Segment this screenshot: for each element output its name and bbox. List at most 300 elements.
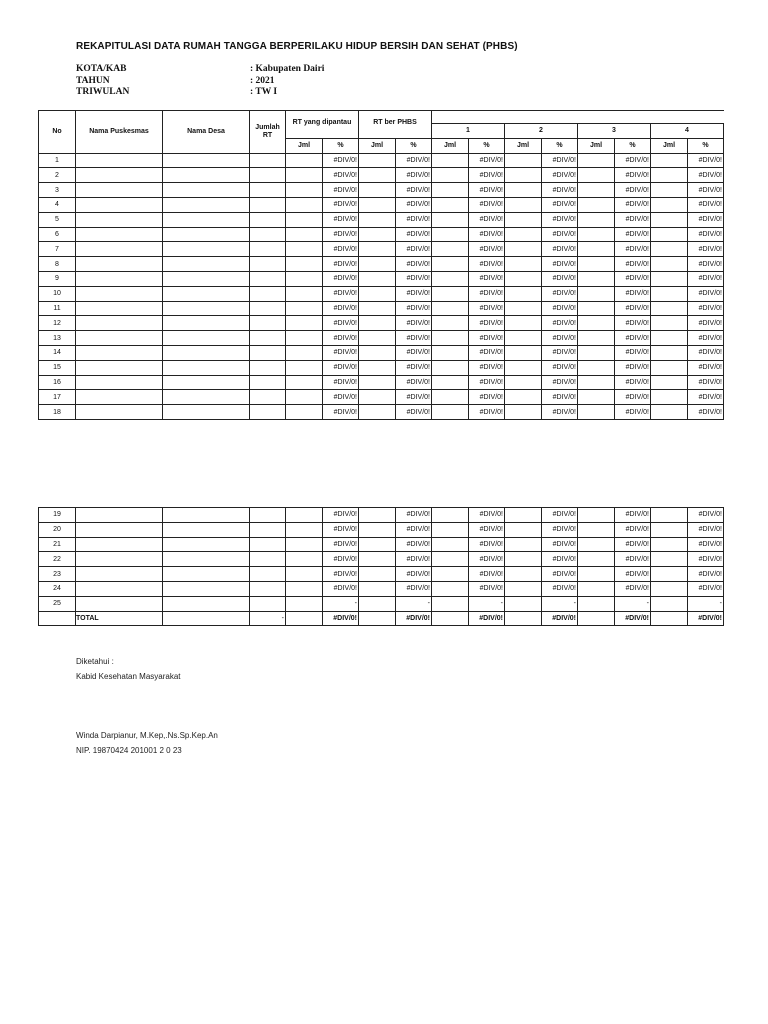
cell-percent-error: #DIV/0! [688, 212, 724, 227]
cell-puskesmas [76, 257, 163, 272]
cell-percent-error: #DIV/0! [323, 227, 359, 242]
meta-value: : Kabupaten Dairi [250, 64, 325, 74]
cell-jml [359, 552, 396, 567]
cell-jml [651, 257, 688, 272]
cell-percent-error: #DIV/0! [469, 286, 505, 301]
cell-jumlah-rt [250, 212, 286, 227]
cell-percent-error: #DIV/0! [615, 242, 651, 257]
cell-percent-error: #DIV/0! [323, 360, 359, 375]
cell-percent-error: #DIV/0! [615, 197, 651, 212]
cell-percent-dash: - [542, 596, 578, 611]
cell-percent-error: #DIV/0! [396, 567, 432, 582]
cell-percent-error: #DIV/0! [615, 508, 651, 523]
cell-desa [163, 405, 250, 420]
cell-puskesmas [76, 168, 163, 183]
cell-jml [505, 331, 542, 346]
cell-percent-error: #DIV/0! [542, 331, 578, 346]
table-row [39, 508, 724, 523]
cell-percent-error: #DIV/0! [469, 581, 505, 596]
header-sub-pct: % [688, 138, 724, 153]
header-sub-jml: Jml [286, 138, 323, 153]
total-jml [505, 611, 542, 626]
cell-percent-error: #DIV/0! [688, 567, 724, 582]
cell-percent-error: #DIV/0! [542, 153, 578, 168]
cell-desa [163, 212, 250, 227]
cell-jml [505, 522, 542, 537]
cell-percent-error: #DIV/0! [615, 316, 651, 331]
cell-jml [578, 197, 615, 212]
cell-jml [578, 183, 615, 198]
cell-jml [286, 537, 323, 552]
cell-percent-error: #DIV/0! [688, 227, 724, 242]
cell-percent-dash: - [323, 596, 359, 611]
report-title: REKAPITULASI DATA RUMAH TANGGA BERPERILAKU HIDUP BERSIH DAN SEHAT (PHBS) [76, 41, 518, 52]
cell-jml [651, 552, 688, 567]
cell-jml [505, 375, 542, 390]
cell-percent-error: #DIV/0! [542, 552, 578, 567]
cell-puskesmas [76, 537, 163, 552]
cell-jml [359, 390, 396, 405]
cell-percent-error: #DIV/0! [323, 183, 359, 198]
cell-percent-error: #DIV/0! [615, 390, 651, 405]
cell-percent-error: #DIV/0! [396, 331, 432, 346]
cell-jml [505, 286, 542, 301]
total-percent-error: #DIV/0! [688, 611, 724, 626]
header-desa: Nama Desa [163, 111, 250, 154]
cell-jml [286, 197, 323, 212]
cell-percent-error: #DIV/0! [688, 153, 724, 168]
table-row [39, 153, 724, 168]
cell-jml [505, 257, 542, 272]
cell-jml [505, 153, 542, 168]
cell-percent-error: #DIV/0! [469, 405, 505, 420]
cell-jml [359, 331, 396, 346]
cell-jml [432, 596, 469, 611]
table-row [39, 168, 724, 183]
cell-percent-error: #DIV/0! [542, 183, 578, 198]
cell-percent-error: #DIV/0! [615, 375, 651, 390]
cell-percent-error: #DIV/0! [323, 271, 359, 286]
table-row [39, 316, 724, 331]
row-number: 22 [39, 552, 76, 567]
cell-desa [163, 360, 250, 375]
cell-jml [286, 390, 323, 405]
cell-puskesmas [76, 316, 163, 331]
cell-percent-error: #DIV/0! [469, 360, 505, 375]
cell-percent-error: #DIV/0! [615, 537, 651, 552]
cell-jml [505, 212, 542, 227]
cell-jml [286, 183, 323, 198]
cell-percent-error: #DIV/0! [323, 567, 359, 582]
cell-jml [432, 183, 469, 198]
total-row [39, 611, 724, 626]
cell-jml [286, 596, 323, 611]
cell-jml [286, 257, 323, 272]
cell-percent-error: #DIV/0! [469, 168, 505, 183]
cell-percent-error: #DIV/0! [323, 405, 359, 420]
cell-desa [163, 537, 250, 552]
cell-percent-error: #DIV/0! [469, 212, 505, 227]
cell-jml [359, 508, 396, 523]
header-group-4: 4 [651, 124, 724, 139]
cell-jml [359, 168, 396, 183]
cell-percent-error: #DIV/0! [323, 375, 359, 390]
cell-jml [286, 212, 323, 227]
cell-percent-error: #DIV/0! [615, 567, 651, 582]
cell-jml [578, 552, 615, 567]
cell-percent-error: #DIV/0! [688, 522, 724, 537]
cell-puskesmas [76, 552, 163, 567]
cell-percent-error: #DIV/0! [615, 183, 651, 198]
cell-jumlah-rt [250, 345, 286, 360]
cell-jumlah-rt [250, 581, 286, 596]
cell-jml [432, 331, 469, 346]
cell-jml [286, 552, 323, 567]
cell-jml [286, 242, 323, 257]
cell-jml [359, 596, 396, 611]
cell-jml [505, 242, 542, 257]
cell-jml [578, 316, 615, 331]
header-group-3: 3 [578, 124, 651, 139]
cell-jumlah-rt [250, 552, 286, 567]
table-row [39, 375, 724, 390]
cell-jml [359, 360, 396, 375]
cell-percent-error: #DIV/0! [469, 537, 505, 552]
cell-jml [578, 596, 615, 611]
cell-puskesmas [76, 508, 163, 523]
cell-jml [578, 537, 615, 552]
cell-jml [651, 286, 688, 301]
cell-jml [432, 405, 469, 420]
cell-jml [432, 581, 469, 596]
cell-desa [163, 301, 250, 316]
cell-percent-error: #DIV/0! [396, 345, 432, 360]
header-group-2: 2 [505, 124, 578, 139]
cell-percent-error: #DIV/0! [688, 345, 724, 360]
cell-puskesmas [76, 153, 163, 168]
cell-jml [505, 552, 542, 567]
cell-jml [578, 153, 615, 168]
cell-percent-error: #DIV/0! [469, 522, 505, 537]
cell-jumlah-rt [250, 286, 286, 301]
cell-percent-error: #DIV/0! [396, 581, 432, 596]
footer-jabatan: Kabid Kesehatan Masyarakat [76, 672, 181, 681]
cell-puskesmas [76, 375, 163, 390]
cell-puskesmas [76, 596, 163, 611]
cell-jml [578, 567, 615, 582]
cell-percent-error: #DIV/0! [688, 552, 724, 567]
cell-percent-error: #DIV/0! [542, 567, 578, 582]
table-row [39, 405, 724, 420]
cell-desa [163, 316, 250, 331]
cell-percent-error: #DIV/0! [542, 375, 578, 390]
cell-jml [578, 168, 615, 183]
cell-puskesmas [76, 197, 163, 212]
cell-percent-error: #DIV/0! [396, 271, 432, 286]
cell-percent-error: #DIV/0! [615, 153, 651, 168]
cell-jml [505, 183, 542, 198]
cell-percent-error: #DIV/0! [396, 552, 432, 567]
total-label: TOTAL [76, 611, 163, 626]
cell-jml [359, 257, 396, 272]
total-no [39, 611, 76, 626]
cell-percent-error: #DIV/0! [688, 257, 724, 272]
row-number: 9 [39, 271, 76, 286]
cell-puskesmas [76, 242, 163, 257]
total-jml [432, 611, 469, 626]
cell-percent-error: #DIV/0! [542, 197, 578, 212]
table-row [39, 522, 724, 537]
cell-jml [359, 227, 396, 242]
row-number: 17 [39, 390, 76, 405]
cell-jml [505, 271, 542, 286]
cell-percent-error: #DIV/0! [542, 257, 578, 272]
cell-jml [505, 301, 542, 316]
row-number: 21 [39, 537, 76, 552]
cell-percent-error: #DIV/0! [323, 331, 359, 346]
cell-jml [286, 375, 323, 390]
row-number: 16 [39, 375, 76, 390]
cell-jml [651, 153, 688, 168]
cell-percent-error: #DIV/0! [615, 286, 651, 301]
cell-jml [651, 522, 688, 537]
cell-jml [432, 212, 469, 227]
total-jml [286, 611, 323, 626]
header-sub-pct: % [323, 138, 359, 153]
meta-label: KOTA/KAB [76, 64, 127, 74]
cell-jml [286, 522, 323, 537]
cell-puskesmas [76, 301, 163, 316]
cell-jml [651, 537, 688, 552]
cell-percent-error: #DIV/0! [615, 360, 651, 375]
cell-jml [432, 153, 469, 168]
cell-desa [163, 153, 250, 168]
cell-jumlah-rt [250, 375, 286, 390]
total-jml [651, 611, 688, 626]
table-row [39, 197, 724, 212]
row-number: 4 [39, 197, 76, 212]
cell-jml [505, 360, 542, 375]
cell-percent-error: #DIV/0! [396, 183, 432, 198]
table-row [39, 596, 724, 611]
cell-percent-error: #DIV/0! [396, 508, 432, 523]
cell-jml [286, 405, 323, 420]
cell-jml [505, 227, 542, 242]
total-percent-error: #DIV/0! [396, 611, 432, 626]
cell-percent-dash: - [615, 596, 651, 611]
cell-jumlah-rt [250, 567, 286, 582]
cell-percent-error: #DIV/0! [323, 316, 359, 331]
cell-jml [578, 522, 615, 537]
cell-jml [286, 286, 323, 301]
cell-jml [578, 581, 615, 596]
row-number: 1 [39, 153, 76, 168]
cell-percent-error: #DIV/0! [542, 271, 578, 286]
cell-desa [163, 331, 250, 346]
cell-jml [651, 316, 688, 331]
cell-jml [651, 360, 688, 375]
cell-percent-dash: - [688, 596, 724, 611]
cell-jml [651, 596, 688, 611]
cell-jumlah-rt [250, 331, 286, 346]
row-number: 20 [39, 522, 76, 537]
cell-percent-error: #DIV/0! [323, 301, 359, 316]
cell-jml [651, 197, 688, 212]
header-sub-jml: Jml [651, 138, 688, 153]
row-number: 12 [39, 316, 76, 331]
cell-jml [286, 271, 323, 286]
cell-percent-error: #DIV/0! [615, 331, 651, 346]
cell-desa [163, 345, 250, 360]
cell-jml [432, 552, 469, 567]
cell-puskesmas [76, 286, 163, 301]
cell-puskesmas [76, 581, 163, 596]
cell-puskesmas [76, 567, 163, 582]
cell-jml [432, 390, 469, 405]
cell-percent-error: #DIV/0! [396, 257, 432, 272]
cell-desa [163, 596, 250, 611]
cell-percent-error: #DIV/0! [469, 567, 505, 582]
cell-percent-error: #DIV/0! [542, 581, 578, 596]
cell-percent-error: #DIV/0! [396, 301, 432, 316]
cell-jml [432, 316, 469, 331]
cell-percent-error: #DIV/0! [396, 197, 432, 212]
row-number: 19 [39, 508, 76, 523]
cell-percent-error: #DIV/0! [323, 552, 359, 567]
cell-percent-error: #DIV/0! [688, 183, 724, 198]
cell-jml [578, 257, 615, 272]
cell-jml [432, 522, 469, 537]
cell-percent-error: #DIV/0! [469, 257, 505, 272]
cell-jml [286, 508, 323, 523]
cell-jml [651, 581, 688, 596]
cell-desa [163, 286, 250, 301]
row-number: 14 [39, 345, 76, 360]
cell-jml [578, 375, 615, 390]
cell-percent-error: #DIV/0! [396, 375, 432, 390]
cell-jml [505, 537, 542, 552]
cell-jumlah-rt [250, 242, 286, 257]
table-row [39, 227, 724, 242]
total-percent-error: #DIV/0! [542, 611, 578, 626]
row-number: 5 [39, 212, 76, 227]
cell-percent-error: #DIV/0! [542, 242, 578, 257]
cell-jml [432, 168, 469, 183]
cell-percent-error: #DIV/0! [469, 271, 505, 286]
cell-percent-error: #DIV/0! [323, 508, 359, 523]
cell-percent-error: #DIV/0! [323, 522, 359, 537]
cell-percent-error: #DIV/0! [688, 286, 724, 301]
cell-jml [286, 301, 323, 316]
table-row [39, 301, 724, 316]
cell-desa [163, 183, 250, 198]
row-number: 11 [39, 301, 76, 316]
cell-percent-error: #DIV/0! [396, 153, 432, 168]
cell-percent-error: #DIV/0! [542, 390, 578, 405]
cell-desa [163, 197, 250, 212]
cell-desa [163, 567, 250, 582]
cell-jml [651, 301, 688, 316]
cell-jml [578, 508, 615, 523]
cell-jumlah-rt [250, 508, 286, 523]
row-number: 24 [39, 581, 76, 596]
cell-jml [505, 316, 542, 331]
cell-desa [163, 552, 250, 567]
cell-percent-error: #DIV/0! [688, 242, 724, 257]
header-puskesmas: Nama Puskesmas [76, 111, 163, 154]
cell-percent-error: #DIV/0! [469, 227, 505, 242]
cell-percent-error: #DIV/0! [396, 405, 432, 420]
row-number: 7 [39, 242, 76, 257]
cell-jml [286, 331, 323, 346]
cell-puskesmas [76, 360, 163, 375]
cell-jumlah-rt [250, 596, 286, 611]
cell-jumlah-rt [250, 316, 286, 331]
cell-jumlah-rt [250, 197, 286, 212]
cell-percent-error: #DIV/0! [469, 390, 505, 405]
cell-jml [651, 375, 688, 390]
cell-percent-error: #DIV/0! [396, 316, 432, 331]
cell-percent-error: #DIV/0! [469, 375, 505, 390]
row-number: 2 [39, 168, 76, 183]
table-row [39, 331, 724, 346]
cell-percent-error: #DIV/0! [396, 212, 432, 227]
cell-percent-error: #DIV/0! [688, 360, 724, 375]
table-row [39, 390, 724, 405]
cell-percent-error: #DIV/0! [542, 227, 578, 242]
cell-jml [432, 227, 469, 242]
footer-diketahui: Diketahui : [76, 657, 114, 666]
cell-percent-error: #DIV/0! [469, 301, 505, 316]
cell-percent-error: #DIV/0! [323, 581, 359, 596]
cell-percent-error: #DIV/0! [542, 286, 578, 301]
meta-value: : 2021 [250, 75, 275, 86]
cell-jml [432, 301, 469, 316]
cell-puskesmas [76, 183, 163, 198]
row-number: 13 [39, 331, 76, 346]
cell-percent-error: #DIV/0! [469, 345, 505, 360]
cell-percent-error: #DIV/0! [542, 508, 578, 523]
cell-percent-error: #DIV/0! [469, 552, 505, 567]
cell-percent-error: #DIV/0! [323, 390, 359, 405]
cell-jml [359, 286, 396, 301]
data-table-page-1 [38, 110, 724, 420]
cell-jml [359, 581, 396, 596]
cell-percent-error: #DIV/0! [688, 197, 724, 212]
header-indicator-band [432, 111, 724, 124]
cell-percent-error: #DIV/0! [688, 168, 724, 183]
cell-jml [359, 567, 396, 582]
cell-jml [432, 242, 469, 257]
cell-jml [359, 522, 396, 537]
cell-jml [505, 390, 542, 405]
cell-percent-error: #DIV/0! [688, 405, 724, 420]
cell-jml [505, 508, 542, 523]
cell-jml [286, 227, 323, 242]
cell-jumlah-rt [250, 522, 286, 537]
cell-desa [163, 257, 250, 272]
cell-jml [286, 168, 323, 183]
cell-jml [578, 331, 615, 346]
cell-jml [505, 345, 542, 360]
cell-jml [651, 168, 688, 183]
cell-desa [163, 168, 250, 183]
cell-jml [578, 301, 615, 316]
cell-percent-error: #DIV/0! [469, 316, 505, 331]
cell-jml [578, 390, 615, 405]
cell-percent-error: #DIV/0! [615, 552, 651, 567]
cell-jml [432, 197, 469, 212]
